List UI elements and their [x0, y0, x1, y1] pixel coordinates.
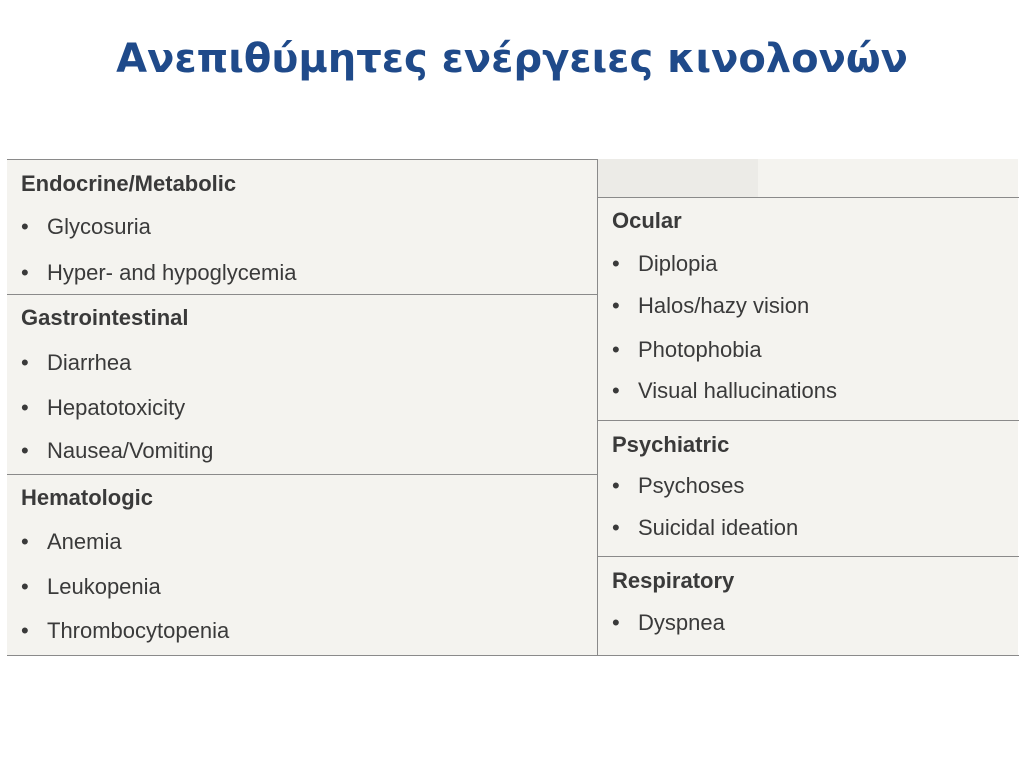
item-label: Photophobia: [638, 337, 762, 362]
bullet: •: [612, 610, 620, 635]
left-column: [7, 159, 597, 656]
item-label: Anemia: [47, 529, 122, 554]
item-label: Psychoses: [638, 473, 745, 498]
section-heading: Hematologic: [21, 485, 154, 510]
right-column: [597, 159, 1019, 656]
section-respiratory: [598, 556, 1019, 656]
list-item: [21, 529, 122, 555]
bullet: •: [21, 529, 29, 554]
list-item: [21, 438, 213, 464]
item-label: Hepatotoxicity: [47, 395, 186, 420]
page-title: Ανεπιθύμητες ενέργειες κινολονών: [116, 36, 908, 82]
list-item: [612, 378, 837, 404]
bullet: •: [612, 251, 620, 276]
list-item: [21, 574, 161, 600]
blank-header-cell: [598, 159, 758, 197]
item-label: Halos/hazy vision: [638, 293, 810, 318]
bullet: •: [21, 260, 29, 285]
item-label: Visual hallucinations: [638, 378, 837, 403]
list-item: [612, 515, 798, 541]
list-item: [21, 214, 151, 240]
bullet: •: [21, 395, 29, 420]
section-gastrointestinal: [7, 294, 597, 475]
item-label: Thrombocytopenia: [47, 618, 230, 643]
bullet: •: [21, 214, 29, 239]
item-label: Suicidal ideation: [638, 515, 799, 540]
list-item: [21, 618, 229, 644]
section-heading: Ocular: [612, 208, 682, 233]
section-psychiatric: [598, 420, 1019, 556]
section-ocular: [598, 197, 1019, 420]
list-item: [612, 337, 762, 363]
item-label: Glycosuria: [47, 214, 151, 239]
list-item: [21, 350, 131, 376]
section-heading: Respiratory: [612, 568, 735, 593]
item-label: Dyspnea: [638, 610, 725, 635]
bullet: •: [612, 473, 620, 498]
bullet: •: [612, 293, 620, 318]
bullet: •: [612, 378, 620, 403]
section-heading: Psychiatric: [612, 432, 730, 457]
bullet: •: [612, 515, 620, 540]
bullet: •: [21, 438, 29, 463]
bullet: •: [21, 574, 29, 599]
list-item: [612, 293, 809, 319]
list-item: [21, 260, 296, 286]
adverse-effects-table: [7, 159, 1018, 656]
list-item: [612, 251, 718, 277]
item-label: Hyper- and hypoglycemia: [47, 260, 297, 285]
list-item: [612, 610, 725, 636]
item-label: Diarrhea: [47, 350, 132, 375]
item-label: Leukopenia: [47, 574, 161, 599]
bullet: •: [21, 350, 29, 375]
list-item: [612, 473, 744, 499]
bullet: •: [21, 618, 29, 643]
item-label: Nausea/Vomiting: [47, 438, 214, 463]
bullet: •: [612, 337, 620, 362]
list-item: [21, 395, 185, 421]
section-heading: Endocrine/Metabolic: [21, 171, 237, 196]
section-endocrine-metabolic: [7, 159, 597, 295]
item-label: Diplopia: [638, 251, 718, 276]
section-hematologic: [7, 474, 597, 656]
section-heading: Gastrointestinal: [21, 305, 189, 330]
